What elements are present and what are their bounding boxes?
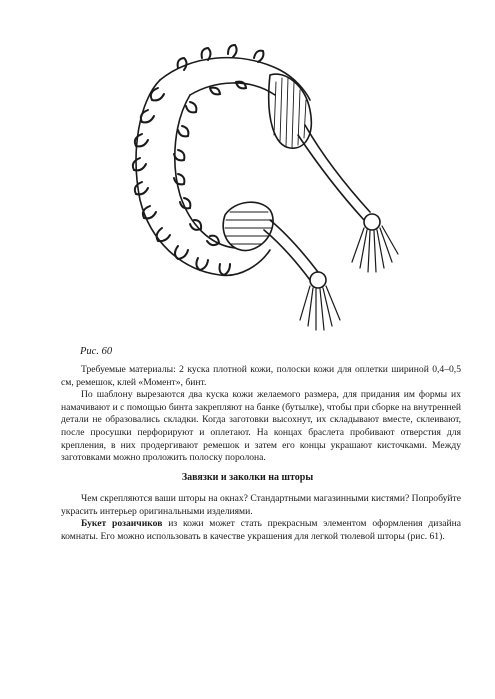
curtain-ties-section — [61, 493, 461, 543]
section-heading: Завязки и заколки на шторы — [181, 472, 314, 483]
materials-section — [61, 364, 461, 465]
paragraph-text: из кожи может стать прекрасным элементом оформления дизайна комнаты. Его можно использовать в качестве украшения для легкой тюлевой шторы (рис. 61). — [61, 518, 462, 542]
paragraph: Требуемые материалы: 2 куска плотной кожи, полоски кожи для оплетки шириной 0,4–0,5 см, ремешок, клей «Момент», бинт. — [61, 364, 461, 388]
leather-bracelet-illustration — [120, 40, 440, 340]
paragraph: Чем скрепляются ваши шторы на окнах? Стандартными магазинными кистями? Попробуйте украсить интерьер оригинальными изделиями. — [61, 493, 461, 517]
paragraph — [61, 518, 461, 543]
bold-term: Букет розаичиков — [81, 518, 163, 530]
paragraph: По шаблону вырезаются два куска кожи желаемого размера, для придания им формы их намачивают и с помощью бинта закрепляют на банке (бутылке), чтобы при сборке на внутренней детали не образовались складки. Когда заготовки высохнут, их складывают вместе, склеивают, после просушки перфорируют и оплетают. На концах браслета пробивают отверстия для крепления, в них продергивают ремешок и затем его концы украшают кисточками. Между заготовками можно проложить полоску поролона. — [61, 389, 461, 464]
figure-caption: Рис. 60 — [80, 346, 113, 357]
